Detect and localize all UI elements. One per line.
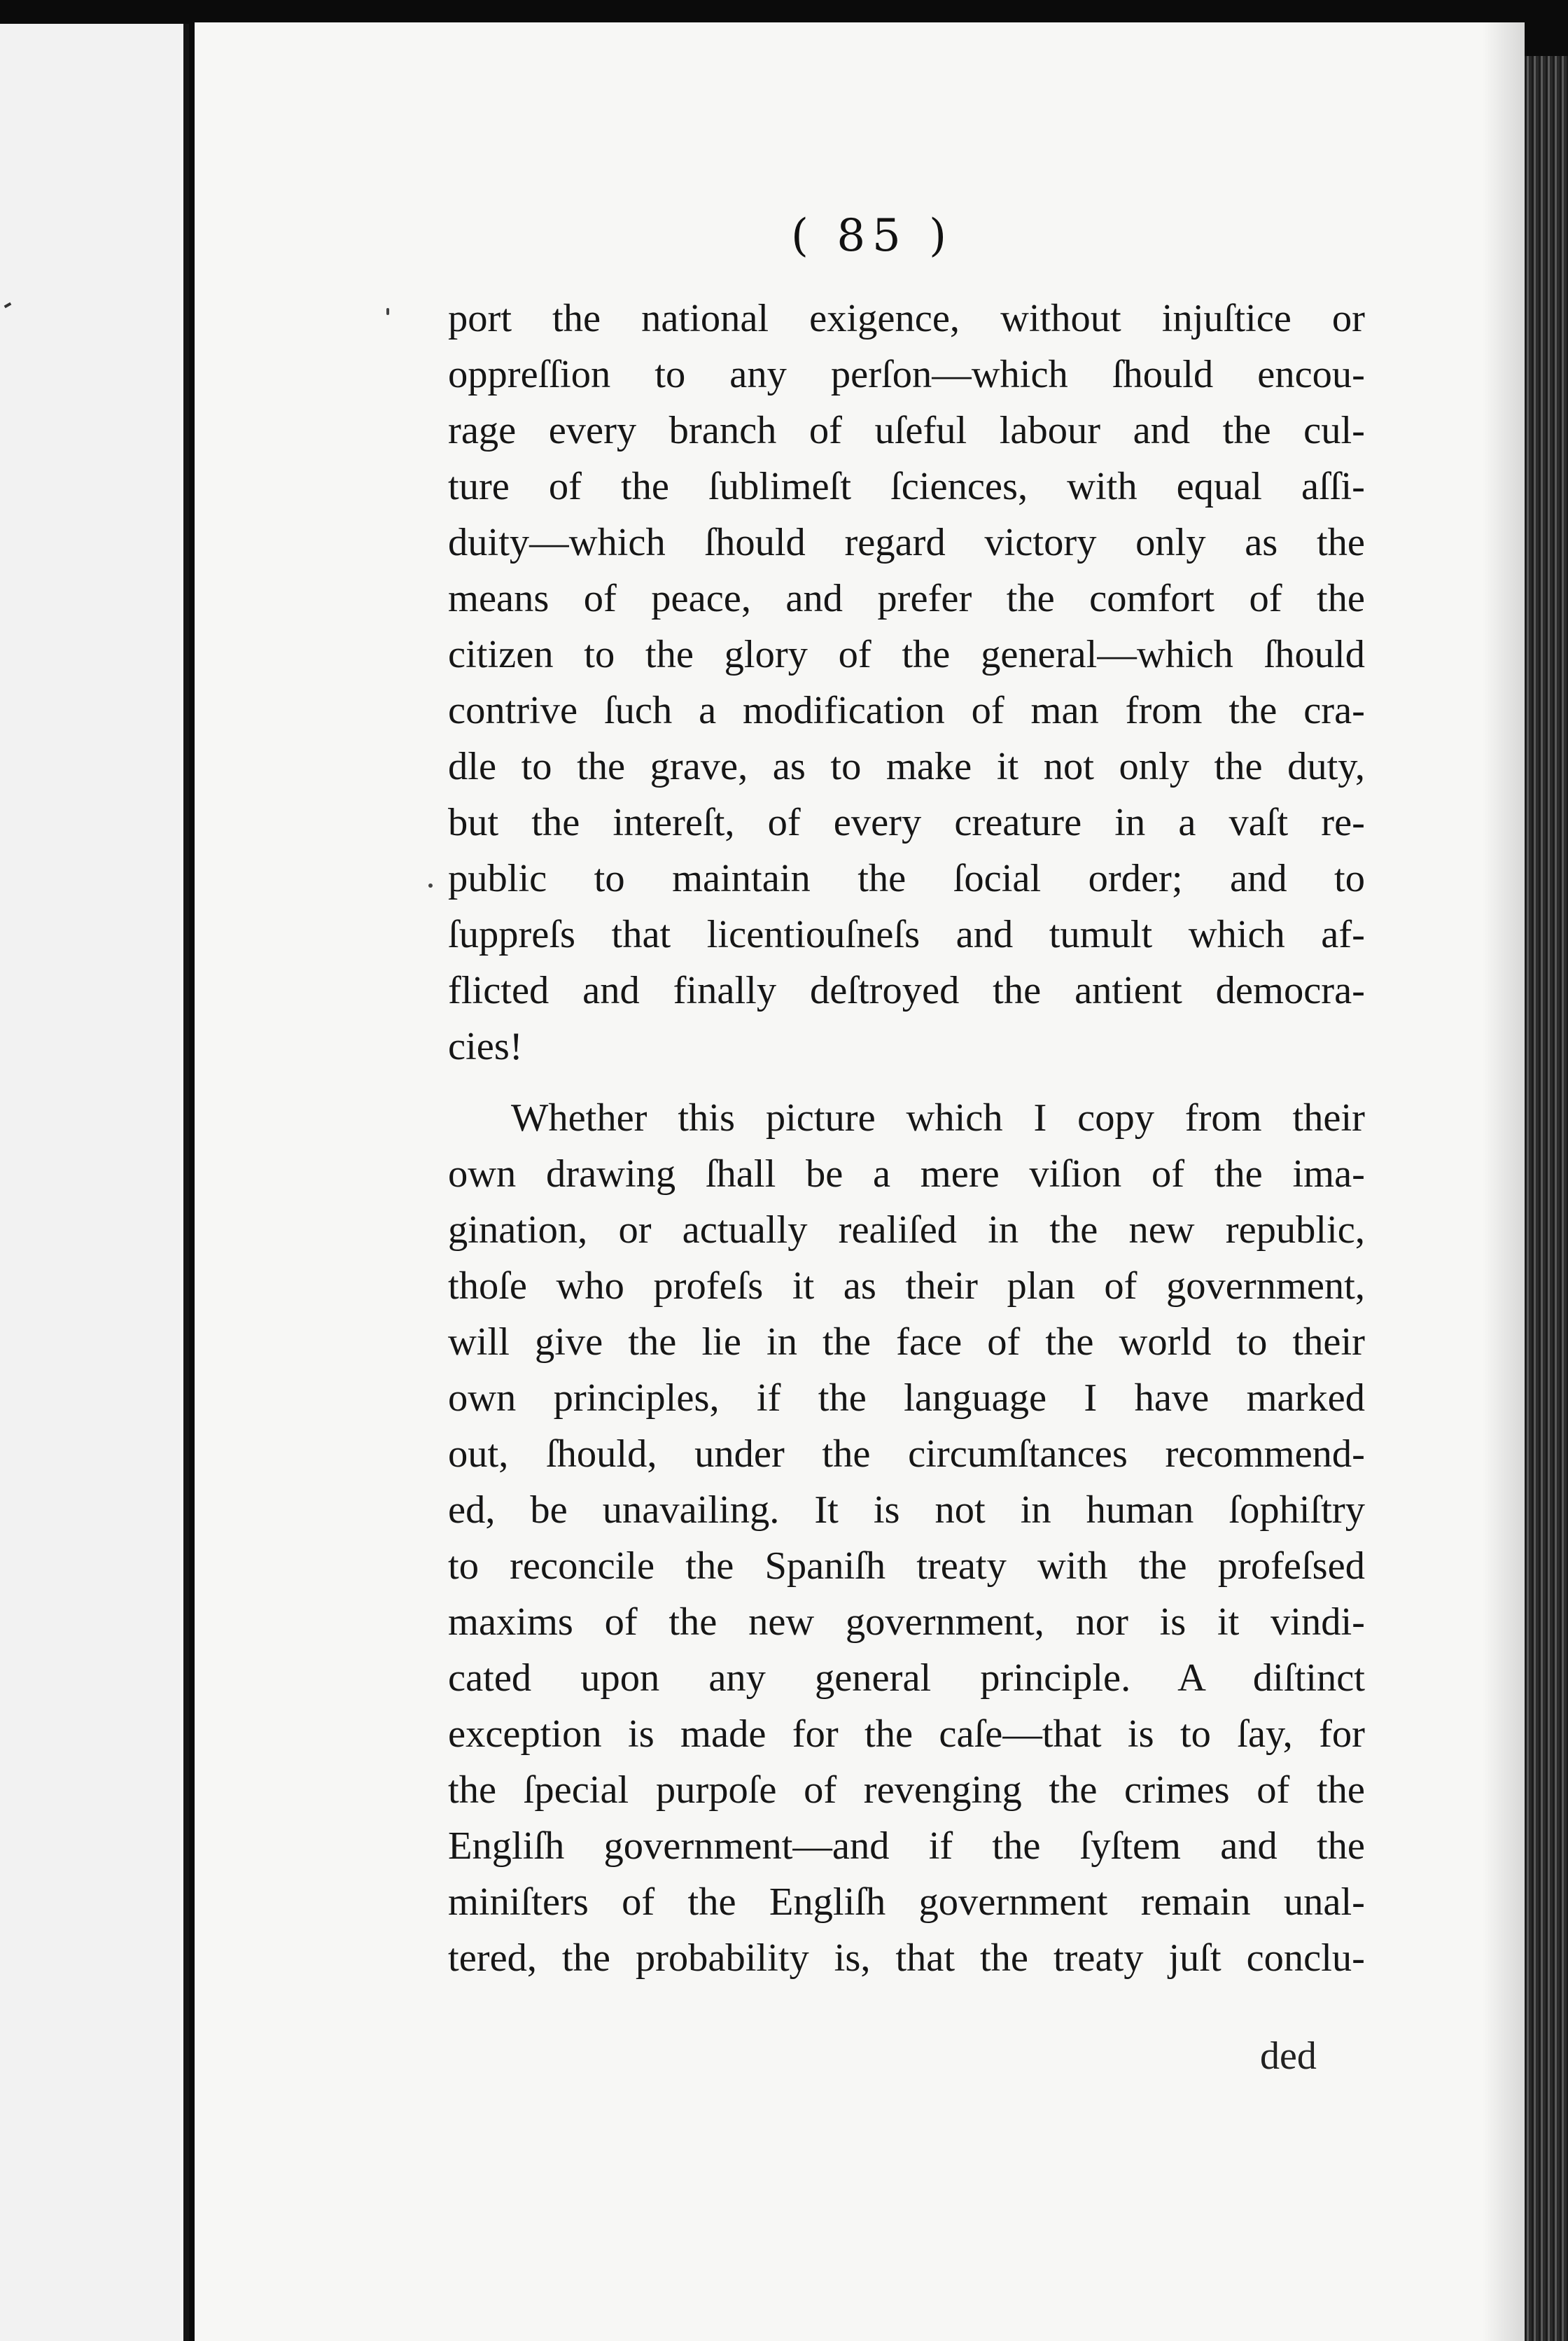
text-line: miniſters of the Engliſh government remain unal- <box>448 1880 1365 1924</box>
catchword: ded <box>1260 2034 1317 2078</box>
text-line: rage every branch of uſeful labour and the cul- <box>448 409 1365 452</box>
stray-ink-mark <box>4 302 12 308</box>
text-line: exception is made for the caſe—that is to ſay, for <box>448 1712 1365 1756</box>
text-line: thoſe who profeſs it as their plan of government, <box>448 1264 1365 1308</box>
page-number: ( 85 ) <box>791 210 954 262</box>
page-gutter-shadow <box>1483 22 1525 2341</box>
text-line: cated upon any general principle. A diſtinct <box>448 1656 1365 1700</box>
text-line: will give the lie in the face of the world to their <box>448 1320 1365 1364</box>
text-line: maxims of the new government, nor is it vindi- <box>448 1600 1365 1644</box>
text-line: own principles, if the language I have marked <box>448 1376 1365 1420</box>
text-line: out, ſhould, under the circumſtances recommend- <box>448 1432 1365 1476</box>
paragraph <box>448 1090 1365 1986</box>
text-line: Whether this picture which I copy from their <box>511 1096 1365 1140</box>
text-line: but the intereſt, of every creature in a vaſt re- <box>448 801 1365 844</box>
stray-ink-mark <box>386 308 389 315</box>
text-line: ſuppreſs that licentiouſneſs and tumult which af- <box>448 913 1365 956</box>
text-line: own drawing ſhall be a mere viſion of the ima- <box>448 1152 1365 1196</box>
text-line: public to maintain the ſocial order; and to <box>448 857 1365 900</box>
text-line: to reconcile the Spaniſh treaty with the profeſsed <box>448 1544 1365 1588</box>
text-line: means of peace, and prefer the comfort of the <box>448 577 1365 620</box>
text-line: tered, the probability is, that the treaty juſt conclu- <box>448 1936 1365 1980</box>
text-line: Engliſh government—and if the ſyſtem and the <box>448 1824 1365 1868</box>
stray-ink-mark <box>428 883 433 888</box>
facing-page-edge <box>0 24 189 2341</box>
book-edge-binding <box>1525 56 1568 2341</box>
text-line: gination, or actually realiſed in the new republic, <box>448 1208 1365 1252</box>
text-line: cies! <box>448 1025 523 1068</box>
text-line: port the national exigence, without injuſtice or <box>448 297 1365 340</box>
paragraph <box>448 291 1365 1075</box>
text-line: contrive ſuch a modification of man from the cra- <box>448 689 1365 732</box>
body-text <box>448 291 1365 1986</box>
text-line: duity—which ſhould regard victory only as the <box>448 521 1365 564</box>
text-line: ture of the ſublimeſt ſciences, with equal aſſi- <box>448 465 1365 508</box>
text-line: dle to the grave, as to make it not only the duty, <box>448 745 1365 788</box>
paragraph-gap <box>448 1075 1365 1090</box>
text-line: flicted and finally deſtroyed the antient democra- <box>448 969 1365 1012</box>
text-line: oppreſſion to any perſon—which ſhould encou- <box>448 353 1365 396</box>
text-line: citizen to the glory of the general—which ſhould <box>448 633 1365 676</box>
text-line: ed, be unavailing. It is not in human ſophiſtry <box>448 1488 1365 1532</box>
text-line: the ſpecial purpoſe of revenging the crimes of the <box>448 1768 1365 1812</box>
